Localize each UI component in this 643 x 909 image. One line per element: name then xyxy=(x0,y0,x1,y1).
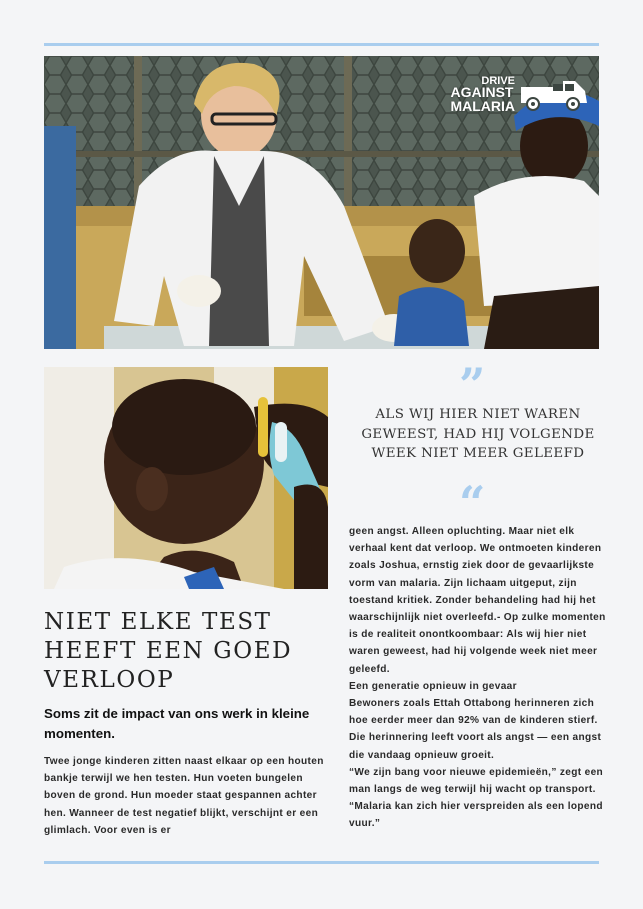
truck-icon xyxy=(519,77,589,113)
article-body-left: Twee jonge kinderen zitten naast elkaar op een houten bankje terwijl we hen testen. Hun voeten bungelen boven de grond. Hun moeder staat gespannen achter hen. Wanneer de test negatief blijkt, verschijnt er een glimlach. Voor even is er xyxy=(44,756,324,836)
article-heading: NIET ELKE TEST HEEFT EEN GOED VERLOOP xyxy=(44,609,293,693)
quote-close-mark: “ xyxy=(459,476,486,530)
child-test-photo xyxy=(44,367,328,589)
article-body-right xyxy=(349,523,611,833)
drive-against-malaria-logo: DRIVE AGAINST MALARIA xyxy=(450,76,589,113)
pull-quote: ALS WIJ HIER NIET WAREN GEWEEST, HAD HIJ VOLGENDE WEEK NIET MEER GELEEFD xyxy=(361,407,595,461)
top-divider xyxy=(44,43,599,46)
hero-photo xyxy=(44,56,599,349)
article-subheading: Soms zit de impact van ons werk in kleine momenten. xyxy=(44,706,310,741)
body-paragraph: Bewoners zoals Ettah Ottabong herinneren zich hoe eerder meer dan 92% van de kinderen stierf. Die herinnering leeft voort als angst — een angst die vandaag opnieuw groeit. xyxy=(349,698,602,761)
bottom-divider xyxy=(44,861,599,864)
section-title: Een generatie opnieuw in gevaar xyxy=(349,680,517,692)
body-paragraph: geen angst. Alleen opluchting. Maar niet elk verhaal kent dat verloop. We ontmoeten kinderen zoals Joshua, ernstig ziek door de gevaarlijkste vorm van malaria. Zijn lichaam uitgeput, zijn toestand kritiek. Zonder behandeling had hij het waarschijnlijk niet overleefd.- Op zulke momenten is de realiteit onontkoombaar: Als wij hier niet waren geweest, had hij volgende week niet meer geleefd. xyxy=(349,526,606,675)
body-paragraph: “We zijn bang voor nieuwe epidemieën,” zegt een man langs de weg terwijl hij wacht op transport. “Malaria kan zich hier verspreiden als een lopend vuur.” xyxy=(349,766,604,830)
quote-open-mark: ” xyxy=(459,358,486,412)
